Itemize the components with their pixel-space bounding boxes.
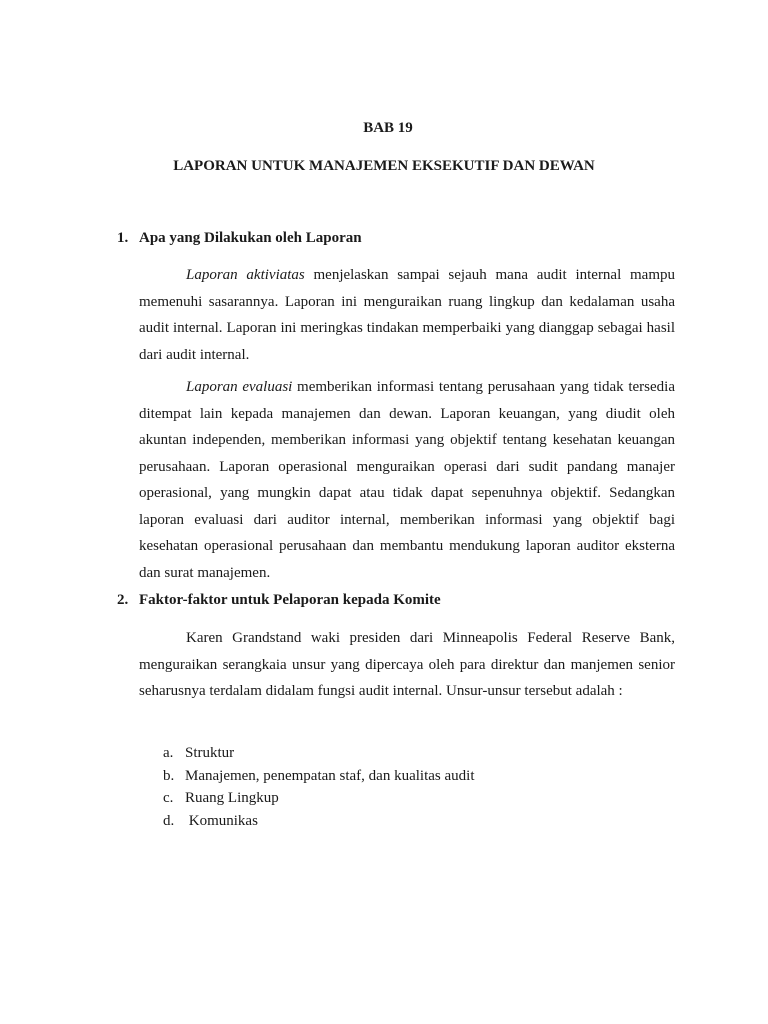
list-text: Ruang Lingkup [185,790,279,806]
list-letter: b. [163,767,175,784]
element-list [163,742,474,832]
section-heading-1 [117,230,362,247]
list-text: Komunikas [185,812,258,829]
list-item [163,810,474,833]
italic-term: Laporan evaluasi [186,379,293,395]
section-title: Apa yang Dilakukan oleh Laporan [139,230,362,246]
paragraph-text: menjelaskan sampai sejauh mana audit internal mampu memenuhi sasarannya. Laporan ini menguraikan ruang lingkup dan kedalaman usaha audit internal. Laporan ini meringkas tindakan memperbaiki yang dianggap sebagai hasil dari audit internal. [139,267,675,363]
list-letter: d. [163,812,175,829]
paragraph-text: Karen Grandstand waki presiden dari Minneapolis Federal Reserve Bank, menguraikan serangkaia unsur yang dipercaya oleh para direktur dan manjemen senior seharusnya terdalam didalam fungsi audit internal. Unsur-unsur tersebut adalah : [139,630,675,699]
section-title: Faktor-faktor untuk Pelaporan kepada Komite [139,592,441,608]
list-text: Struktur [185,745,235,761]
section-number: 1. [117,230,129,246]
list-item [163,742,474,765]
list-item [163,787,474,810]
section-number: 2. [117,592,129,608]
paragraph-text: memberikan informasi tentang perusahaan yang tidak tersedia ditempat lain kepada manajemen dan dewan. Laporan keuangan, yang diudit oleh akuntan independen, memberikan informasi yang objektif tentang kesehatan keuangan perusahaan. Laporan operasional menguraikan operasi dari sudit pandang manajer operasional, yang mungkin dapat atau tidak dapat sepenuhnya objektif. Sedangkan laporan evaluasi dari auditor internal, memberikan informasi yang objektif bagi kesehatan operasional perusahaan dan membantu mendukung laporan auditor eksterna dan surat manajemen. [139,379,675,581]
list-text: Manajemen, penempatan staf, dan kualitas audit [185,767,475,784]
document-title: LAPORAN UNTUK MANAJEMEN EKSEKUTIF DAN DEWAN [173,158,595,174]
paragraph-laporan-aktivitas [139,262,675,368]
paragraph-karen-grandstand [139,625,675,705]
italic-term: Laporan aktiviatas [186,267,305,283]
section-heading-2 [117,592,441,609]
list-letter: c. [163,790,174,806]
list-letter: a. [163,745,174,761]
list-item [163,765,474,788]
paragraph-laporan-evaluasi [139,374,675,586]
chapter-number: BAB 19 [363,120,413,136]
